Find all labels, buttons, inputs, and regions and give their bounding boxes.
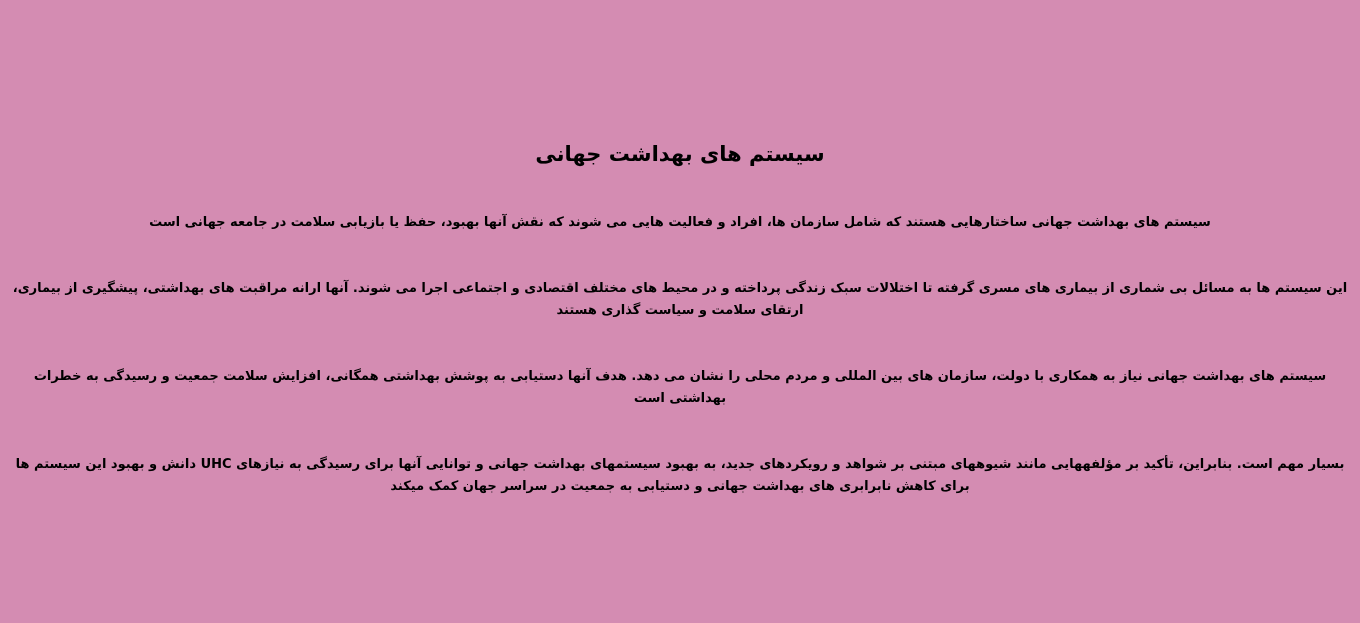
paragraph-2: این سیستم ها به مسائل بی شماری از بیماری های مسری گرفته تا اختلالات سبک زندگی پرداخته و در محیط های مختلف اقتصادی و اجتماعی اجرا می شوند. آنها ارانه مراقبت های بهداشتی، پیشگیری از بیماری، ارتقای سلامت و سیاست گذاری هستند: [12, 281, 1348, 318]
page-title: سیستم های بهداشت جهانی: [535, 142, 825, 166]
paragraph-4: بسیار مهم است. بنابراین، تأکید بر مؤلفههایی مانند شیوههای مبتنی بر شواهد و رویکردهای جدید، به بهبود سیستمهای بهداشت جهانی و توانایی آنها برای رسیدگی به نیازهای UHC دانش و بهبود این سیستم ها برای کاهش نابرابری های بهداشت جهانی و دستیابی به جمعیت در سراسر جهان کمک میکند: [15, 457, 1345, 494]
paragraph-1: سیستم های بهداشت جهانی ساختارهایی هستند که شامل سازمان ها، افراد و فعالیت هایی می شوند که نقش آنها بهبود، حفظ یا بازیابی سلامت در جامعه جهانی است: [149, 215, 1211, 230]
paragraph-3: سیستم های بهداشت جهانی نیاز به همکاری با دولت، سازمان های بین المللی و مردم محلی را نشان می دهد. هدف آنها دستیابی به پوشش بهداشتی همگانی، افزایش سلامت جمعیت و رسیدگی به خطرات بهداشتی است: [33, 369, 1327, 406]
